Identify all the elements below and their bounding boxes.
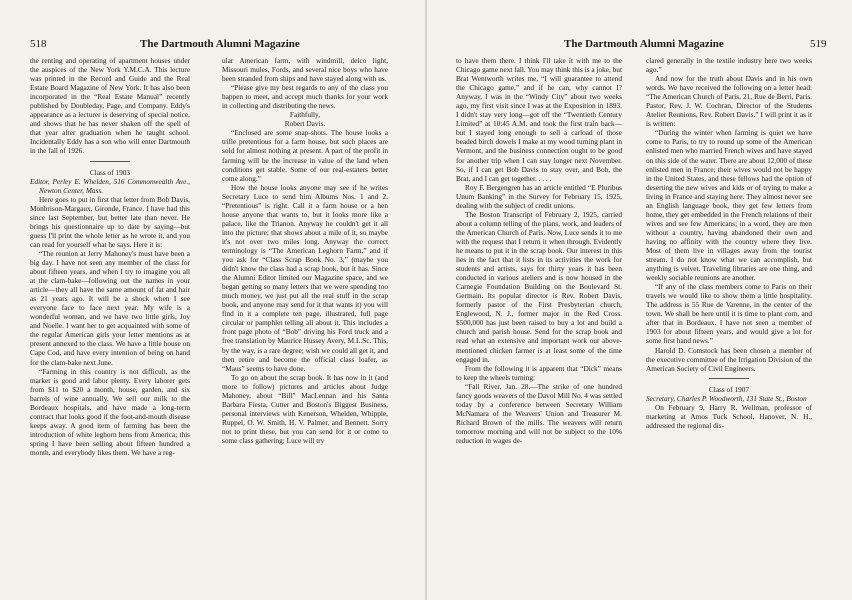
left-running-header: The Dartmouth Alumni Magazine xyxy=(140,38,300,50)
right-running-header: The Dartmouth Alumni Magazine xyxy=(564,38,724,50)
paragraph: How the house looks anyone may see if he writes Secretary Luce to send him Albums Nos. 1 and 2. “Pretentious” is right. Call it a farm house or a hen house anyone that wants to, but it looks more like a palace, like the Trianon. Anyway he couldn't get it all into the picture; that shows about a mile of it, so maybe it's not over two miles long. Anyway the correct terminology is “The American Leghorn Farm,” and if you ask for “Class Scrap Book No. 3,” (maybe you didn't know the class had a scrap book, but it has. Since the Alumni Editor limited our Magazine space, and we began getting so many letters that we were spending too much money, we just put all the real stuff in the scrap book, and anyone may send for it that wants it) you will find in it a complete ten page, illustrated, full page circular or pamphlet telling all about it. This includes a front page photo of “Bob” driving his Ford truck and a free translation by Maurice Hussey Avery, M.L.Sc. This, by the way, is a rare degree; wish we could all get it, and then retire and become the official class loafer, as “Maus” seems to have done. xyxy=(222,182,388,373)
left-column-2 xyxy=(222,56,388,596)
paragraph: Here goes to put in first that letter from Bob Davis, Monbrison-Margaux, Gironde, France. I have had this since last September, but better late than never. He brings his questionnaire up to date by saying—but guess I'll print the whole letter as he wrote it, and you can read for yourself what he says. Here it is: xyxy=(30,194,190,249)
paragraph: “During the winter when farming is quiet we have come to Paris, to try to round up some of the American enlisted men who married French wives and have stayed on this side of the water. There are about 12,000 of these enlisted men in France; their wives would not be happy in the United States, and these fellows had the option of deserting the new wives and kids or of trying to make a living in France and staying here. They almost never see an English language book, they get few letters from home, they get embedded in the French relations of their wives and see few Americans; in a word, they are men without a country, having abandoned their own and having no affinity with the country where they live. Most of them live in villages away from the tourist stream. I do not know what we can accomplish, but anything is velvet. Traveling libraries are one thing, and weekly sociable reunions are another. xyxy=(646,128,812,283)
paragraph: The Boston Transcript of February 2, 1925, carried about a column telling of the plans, work, and leaders of the American Church of Paris. Now, Luce sends it to me with the request that I return it when through. Evidently he means to put it in the scrap book. Our interest in this lies in the fact that it lists in its activities the work for students and artists, says for thirty years it has been conducted in various ateliers and is now housed in the Carnegie Foundation Building on the Boulevard St. Germain. Its popular director is Rev. Robert Davis, formerly pastor of the First Presbyterian church, Englewood, N. J., former major in the Red Cross. $500,000 has just been raised to buy a lot and build a church and parish house. Send for the scrap book and read what an extensive and important work our above-mentioned chicken farmer is at least some of the time engaged in. xyxy=(456,209,622,364)
paragraph: “Fall River, Jan. 28.—The strike of one hundred fancy goods weavers of the Davol Mill No. 4 was settled today by a conference between Secretary William McNamara of the Weavers' Union and Treasurer M. Richard Brown of the mills. The weavers will return tomorrow morning and will not be subject to the 10% reduction in wages de- xyxy=(456,381,622,445)
paragraph: “If any of the class members come to Paris on their travels we would like to show them a little hospitality. The address is 55 Rue de Varenne, in the center of the town. We shall be here until it is time to plant corn, and after that in Bordeaux. I have not seen a member of 1903 for about fifteen years, and would give a lot for some first hand news.” xyxy=(646,282,812,346)
paragraph: Roy F. Bergengren has an article entitled “E Pluribus Unum Banking” in the Survey for February 15, 1925, dealing with the subject of credit unions. xyxy=(456,182,622,210)
paragraph: clared generally in the textile industry here two weeks ago.” xyxy=(646,56,812,75)
paragraph: “Please give my best regards to any of the class you happen to meet, and accept much thanks for your work in collecting and distributing the news. xyxy=(222,83,388,111)
signature-closing: Faithfully, xyxy=(289,110,321,120)
left-page-number: 518 xyxy=(30,38,47,50)
paragraph: From the following it is apparent that “Dick” means to keep the wheels turning: xyxy=(456,363,622,382)
signature-name: Robert Davis. xyxy=(284,119,326,129)
paragraph: Harold D. Comstock has been chosen a member of the executive committee of the Irrigation Division of the American Society of Civil Engineers. xyxy=(646,345,812,373)
paragraph: ular American farm, with windmill, delco light, Missouri mules, Fords, and several nice boys who have been stranded from ships and have stayed along with us. xyxy=(222,56,388,84)
paragraph: And now for the truth about Davis and in his own words. We have received the following on a letter head: “The American Church of Paris, 21, Rue de Berri, Paris. Pastor, Rev. J. W. Cochran, Director of the Students Atelier Reunions, Rev. Robert Davis.” I will print it as it is written: xyxy=(646,74,812,129)
paragraph: “Farming in this country is not difficult, as the market is good and labor plenty. Every laborer gets from $11 to $20 a month, house, garden, and six barrels of wine annually. We sell our milk to the Bordeaux hospitals, and have made a long-term contract that looks good if the foot-and-mouth disease keeps away. A good item of farming has been the introduction of white leghorn hens from America; this spring I have been selling about fifteen hundred a month, and everybody likes them. We have a reg- xyxy=(30,366,190,457)
class-editor-line: Editor, Perley E. Whelden, 516 Commonwealth Ave., Newton Center, Mass. xyxy=(30,176,190,195)
right-page-number: 519 xyxy=(810,38,827,50)
paragraph: the renting and operating of apartment houses under the auspices of the New York Y.M.C.A. This lecture was printed in the Record and Guide and the Real Estate Board Magazine of New York. It has also been incorporated in the “Real Estate Manual” recently published by Doubleday, Page, and Company. Eddy's appearance as a lecturer is deserving of special notice, and shows that he has never shaken off the spell of that year after graduation when he taught school. Incidentally Eddy has a son who will enter Dartmouth in the fall of 1926. xyxy=(30,56,190,156)
paragraph: “Enclosed are some snap-shots. The house looks a trifle pretentious for a farm house, but such places are sold for almost nothing at present. A part of the profit in farming will be the increase in value of the land when conditions get stable. Some of our real-estaters better come along.” xyxy=(222,128,388,183)
section-rule xyxy=(709,378,749,379)
paragraph: To go on about the scrap book. It has now in it (and more to follow) pictures and articles about Judge Mahoney, about “Bill” MacLennan and his Santa Barbara Fiesta, Cutter and Boston's Biggest Business, personal interviews with Kenerson, Whelden, Whipple, Ruppel, O. W. Smith, H. V. Palmer, and Bennett. Sorry not to print these, but you can send for it or come to some class gathering; Luce will try xyxy=(222,372,388,445)
right-page xyxy=(426,0,852,600)
class-heading: Class of 1907 xyxy=(708,384,750,394)
right-column-2 xyxy=(646,56,812,596)
right-column-1 xyxy=(456,56,622,596)
paragraph: to have them there. I think I'll take it with me to the Chicago game next fall. You may think this is a joke, but Brat Wentworth writes me, “I will guarantee to attend the Chicago game,” and if he can, why cannot I? Anyway, I was in the “Windy City” about two weeks ago, my first visit since I was at the Exposition in 1893. I didn't stay very long—got off the “Twentieth Century Limited” at 10:45 A.M. and took the first train back—but I stayed long enough to sell a carload of those beaded birch dowels I make at my wood turning plant in Vermont, and the business connection ought to be good for another trip when I can stay longer next November. So, if I can get Bob Davis to stay over, and Bob, the Brat, and I can get together. . . . . xyxy=(456,56,622,183)
class-heading: Class of 1903 xyxy=(89,167,131,177)
class-secretary-line: Secretary, Charles P. Woodworth, 131 State St., Boston xyxy=(646,393,807,403)
paragraph: On February 9, Harry R. Wellman, professor of marketing at Amos Tuck School, Hanover, N. H., addressed the regional dis- xyxy=(646,402,812,430)
left-column-1 xyxy=(30,56,190,596)
section-rule xyxy=(90,161,130,162)
paragraph: “The reunion at Jerry Mahoney's must have been a big day. I have not seen any member of the class for about fifteen years, and when I try to imagine you all at the clam-bake—following out the names in your article—they all have the same amount of fat and hair as 21 years ago. It will be a shock when I see everyone face to face next year. My wife is a wonderful woman, and we have two little girls, Joy and Noelle. I want her to get acquainted with some of the regular American girls your letter mentions as at present annexed to the class. We have a little house on Cape Cod, and have every intention of being on hand for the clam-bake next June. xyxy=(30,248,190,367)
